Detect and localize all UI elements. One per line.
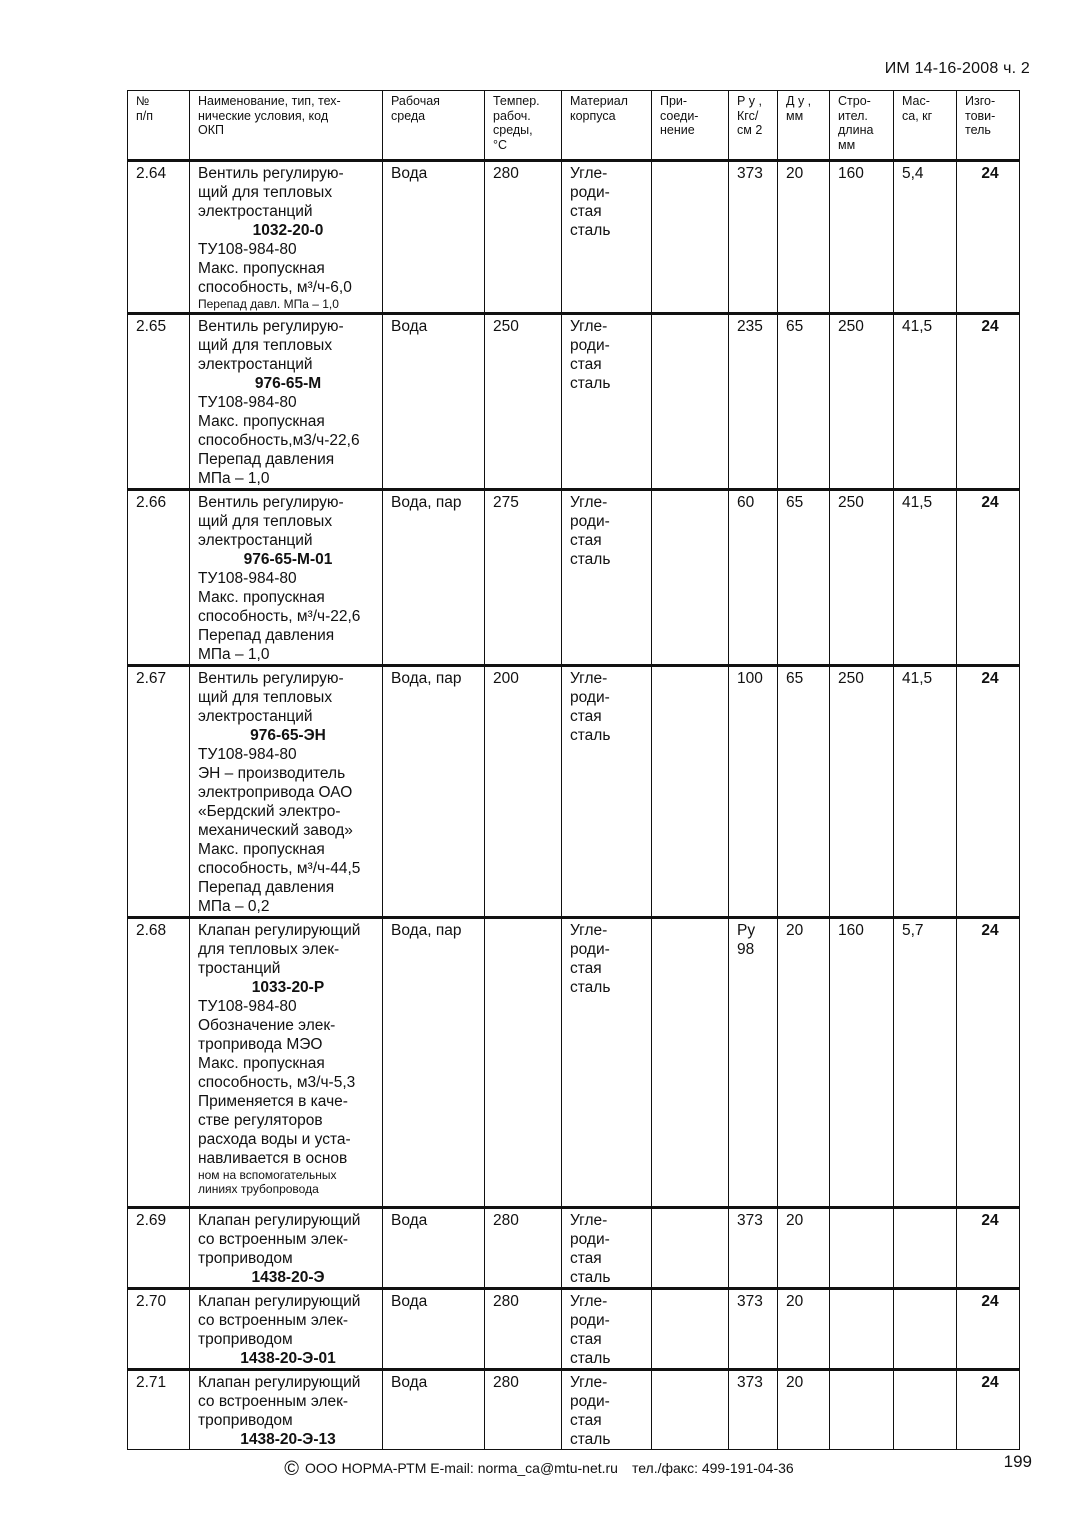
- body-material: Угле- роди- стая сталь: [562, 314, 652, 490]
- column-header: Р у , Кгс/ см 2: [729, 91, 778, 161]
- item-description: [190, 918, 383, 1208]
- item-name: Вентиль регулирую- щий для тепловых электростанций: [198, 670, 344, 725]
- body-material: Угле- роди- стая сталь: [562, 161, 652, 314]
- item-model: 1032-20-0: [252, 222, 324, 239]
- column-header: Изго- тови- тель: [957, 91, 1020, 161]
- temperature: 280: [485, 161, 562, 314]
- table-row: [128, 666, 1020, 918]
- body-material: Угле- роди- стая сталь: [562, 1289, 652, 1370]
- table-row: [128, 490, 1020, 666]
- mass: 41,5: [894, 490, 957, 666]
- temperature: 280: [485, 1289, 562, 1370]
- manufacturer-code: 24: [957, 490, 1020, 666]
- manufacturer-code: 24: [957, 918, 1020, 1208]
- item-model: 976-65-М: [254, 375, 322, 392]
- row-number: 2.64: [128, 161, 190, 314]
- item-description: [190, 1208, 383, 1289]
- row-number: 2.67: [128, 666, 190, 918]
- connection-type: [652, 1208, 729, 1289]
- nominal-diameter: 65: [778, 490, 830, 666]
- row-number: 2.69: [128, 1208, 190, 1289]
- item-spec: ТУ108-984-80 ЭН – производитель электропривода ОАО «Бердский электро- механический завод» Макс. пропускная способность, м³/ч-44,5 Перепад давления МПа – 0,2: [198, 746, 361, 915]
- footer-phone: тел./факс: 499-191-04-36: [631, 1460, 794, 1476]
- construction-length: [830, 1289, 894, 1370]
- nominal-pressure: 373: [729, 1370, 778, 1450]
- item-name: Клапан регулирующий со встроенным элек- троприводом: [198, 1374, 361, 1429]
- item-model: 976-65-М-01: [243, 551, 333, 568]
- working-medium: Вода: [383, 314, 485, 490]
- manufacturer-code: 24: [957, 314, 1020, 490]
- nominal-diameter: 20: [778, 918, 830, 1208]
- working-medium: Вода, пар: [383, 490, 485, 666]
- working-medium: Вода: [383, 1289, 485, 1370]
- item-model: 1033-20-Р: [251, 979, 325, 996]
- footer-company: ООО НОРМА-РТМ: [305, 1460, 427, 1476]
- body-material: Угле- роди- стая сталь: [562, 490, 652, 666]
- page-number: 199: [1003, 1452, 1032, 1471]
- item-note: ном на вспомогательных линиях трубопровода: [198, 1168, 337, 1196]
- working-medium: Вода, пар: [383, 666, 485, 918]
- connection-type: [652, 161, 729, 314]
- nominal-diameter: 20: [778, 1289, 830, 1370]
- nominal-pressure: 373: [729, 161, 778, 314]
- body-material: Угле- роди- стая сталь: [562, 918, 652, 1208]
- mass: 5,7: [894, 918, 957, 1208]
- manufacturer-code: 24: [957, 1289, 1020, 1370]
- connection-type: [652, 1370, 729, 1450]
- temperature: 250: [485, 314, 562, 490]
- construction-length: [830, 1208, 894, 1289]
- table-body: [128, 161, 1020, 1450]
- item-spec: ТУ108-984-80 Обозначение элек- тропривода МЭО Макс. пропускная способность, м3/ч-5,3 Применяется в каче- стве регуляторов расхода воды и уста- навливается в основ: [198, 998, 356, 1167]
- construction-length: 250: [830, 490, 894, 666]
- table-row: [128, 1289, 1020, 1370]
- item-description: [190, 490, 383, 666]
- item-description: [190, 1289, 383, 1370]
- footer-email: E-mail: norma_ca@mtu-net.ru: [430, 1460, 618, 1476]
- construction-length: [830, 1370, 894, 1450]
- construction-length: 160: [830, 161, 894, 314]
- temperature: 200: [485, 666, 562, 918]
- nominal-diameter: 20: [778, 1208, 830, 1289]
- item-model: 1438-20-Э-01: [240, 1350, 336, 1367]
- item-name: Вентиль регулирую- щий для тепловых электростанций: [198, 494, 344, 549]
- item-spec: ТУ108-984-80 Макс. пропускная способность,м3/ч-22,6 Перепад давления МПа – 1,0: [198, 394, 360, 487]
- specification-table: [127, 90, 1020, 1450]
- body-material: Угле- роди- стая сталь: [562, 1208, 652, 1289]
- item-description: [190, 666, 383, 918]
- footer: [0, 1458, 1078, 1481]
- manufacturer-code: 24: [957, 1208, 1020, 1289]
- column-header: При- соеди- нение: [652, 91, 729, 161]
- column-header: Мас- са, кг: [894, 91, 957, 161]
- table-row: [128, 1208, 1020, 1289]
- mass: [894, 1370, 957, 1450]
- item-spec: ТУ108-984-80 Макс. пропускная способность, м³/ч-6,0: [198, 241, 352, 296]
- mass: 41,5: [894, 666, 957, 918]
- item-model: 1438-20-Э: [251, 1269, 325, 1286]
- mass: 5,4: [894, 161, 957, 314]
- table-row: [128, 161, 1020, 314]
- table-row: [128, 314, 1020, 490]
- connection-type: [652, 918, 729, 1208]
- column-header: Рабочая среда: [383, 91, 485, 161]
- item-description: [190, 1370, 383, 1450]
- nominal-diameter: 65: [778, 314, 830, 490]
- nominal-pressure: Ру 98: [729, 918, 778, 1208]
- temperature: 280: [485, 1370, 562, 1450]
- item-name: Вентиль регулирую- щий для тепловых электростанций: [198, 165, 344, 220]
- mass: [894, 1289, 957, 1370]
- nominal-pressure: 373: [729, 1208, 778, 1289]
- working-medium: Вода: [383, 1208, 485, 1289]
- item-spec: ТУ108-984-80 Макс. пропускная способность, м³/ч-22,6 Перепад давления МПа – 1,0: [198, 570, 361, 663]
- construction-length: 250: [830, 666, 894, 918]
- item-note: Перепад давл. МПа – 1,0: [198, 297, 339, 311]
- column-header: Стро- ител. длина мм: [830, 91, 894, 161]
- connection-type: [652, 314, 729, 490]
- temperature: 280: [485, 1208, 562, 1289]
- column-header: Материал корпуса: [562, 91, 652, 161]
- table-row: [128, 918, 1020, 1208]
- table-row: [128, 1370, 1020, 1450]
- column-header: Д у , мм: [778, 91, 830, 161]
- working-medium: Вода, пар: [383, 918, 485, 1208]
- working-medium: Вода: [383, 1370, 485, 1450]
- nominal-pressure: 235: [729, 314, 778, 490]
- working-medium: Вода: [383, 161, 485, 314]
- item-name: Вентиль регулирую- щий для тепловых электростанций: [198, 318, 344, 373]
- row-number: 2.66: [128, 490, 190, 666]
- row-number: 2.68: [128, 918, 190, 1208]
- manufacturer-code: 24: [957, 161, 1020, 314]
- copyright-icon: ©: [284, 1458, 300, 1480]
- connection-type: [652, 490, 729, 666]
- item-model: 976-65-ЭН: [250, 727, 326, 744]
- nominal-diameter: 65: [778, 666, 830, 918]
- nominal-pressure: 373: [729, 1289, 778, 1370]
- temperature: 275: [485, 490, 562, 666]
- manufacturer-code: 24: [957, 666, 1020, 918]
- temperature: [485, 918, 562, 1208]
- manufacturer-code: 24: [957, 1370, 1020, 1450]
- body-material: Угле- роди- стая сталь: [562, 666, 652, 918]
- column-header: Темпер. рабоч. среды, °С: [485, 91, 562, 161]
- connection-type: [652, 666, 729, 918]
- column-header: № п/п: [128, 91, 190, 161]
- nominal-diameter: 20: [778, 1370, 830, 1450]
- construction-length: 160: [830, 918, 894, 1208]
- item-description: [190, 161, 383, 314]
- construction-length: 250: [830, 314, 894, 490]
- item-model: 1438-20-Э-13: [240, 1431, 336, 1448]
- document-code: ИМ 14-16-2008 ч. 2: [884, 60, 1030, 77]
- nominal-pressure: 60: [729, 490, 778, 666]
- item-name: Клапан регулирующий со встроенным элек- троприводом: [198, 1212, 361, 1267]
- mass: [894, 1208, 957, 1289]
- item-name: Клапан регулирующий для тепловых элек- тростанций: [198, 922, 361, 977]
- mass: 41,5: [894, 314, 957, 490]
- column-header: Наименование, тип, тех- нические условия, код ОКП: [190, 91, 383, 161]
- row-number: 2.65: [128, 314, 190, 490]
- row-number: 2.71: [128, 1370, 190, 1450]
- body-material: Угле- роди- стая сталь: [562, 1370, 652, 1450]
- item-name: Клапан регулирующий со встроенным элек- троприводом: [198, 1293, 361, 1348]
- nominal-diameter: 20: [778, 161, 830, 314]
- connection-type: [652, 1289, 729, 1370]
- table-header-row: [128, 91, 1020, 161]
- item-description: [190, 314, 383, 490]
- row-number: 2.70: [128, 1289, 190, 1370]
- nominal-pressure: 100: [729, 666, 778, 918]
